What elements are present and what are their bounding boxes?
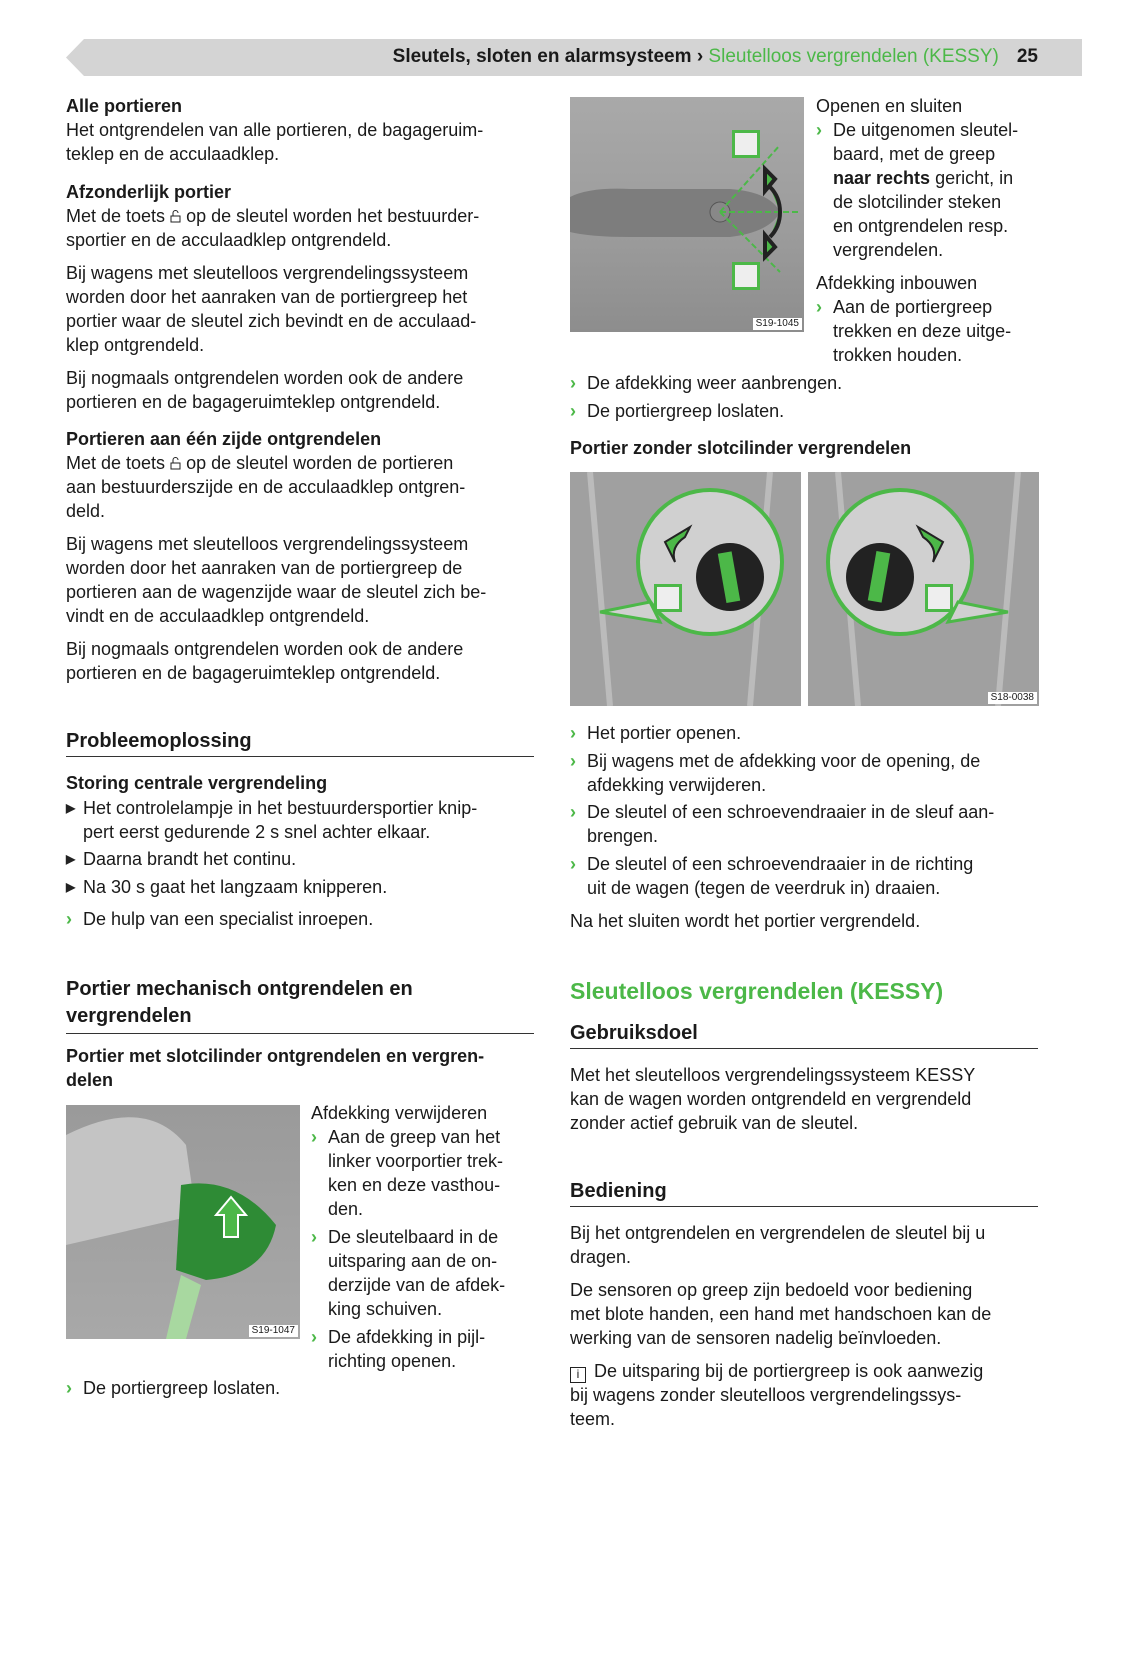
lock-rotate-left-illustration: [570, 472, 801, 706]
list-item: ▶ Na 30 s gaat het langzaam knipperen.: [66, 875, 387, 899]
action-step: [816, 118, 1018, 262]
paragraph: Bij het ontgrendelen en vergrendelen de sleutel bij u dragen.: [570, 1223, 986, 1267]
paragraph: [66, 451, 465, 523]
subheading: Portier zonder slotcilinder vergrendelen: [570, 438, 912, 458]
subheading: Afzonderlijk portier: [66, 182, 232, 202]
paragraph: Met het sleutelloos vergrendelingssysteem KESSY kan de wagen worden ontgrendeld en vergrendeld zonder actief gebruik van de sleutel.: [570, 1065, 976, 1133]
action-step: › De sleutel of een schroevendraaier in de sleuf aan- brengen.: [570, 800, 994, 848]
action-step: › Aan de portiergreep trekken en deze uitge- trokken houden.: [816, 295, 1011, 367]
lock-symbol-icon: [732, 262, 760, 290]
paragraph: Het ontgrendelen van alle portieren, de bagageruim- teklep en de acculaadklep.: [66, 120, 484, 164]
action-step: › Bij wagens met de afdekking voor de opening, de afdekking verwijderen.: [570, 749, 980, 797]
paragraph: [66, 204, 479, 252]
chapter-title: Sleutels, sloten en alarmsysteem: [392, 46, 692, 67]
section-heading: Portier mechanisch ontgrendelen en vergrendelen: [66, 976, 534, 1034]
figure-handle-cover: [66, 1105, 300, 1339]
lock-symbol-icon: [925, 584, 953, 612]
subheading: Alle portieren: [66, 96, 183, 116]
text: gericht, in de slotcilinder steken en ontgrendelen resp. vergrendelen.: [833, 168, 1014, 260]
subheading: Portieren aan één zijde ontgrendelen: [66, 429, 382, 449]
page-number: 25: [1016, 46, 1038, 67]
text: De uitgenomen sleutel- baard, met de greep: [833, 120, 1019, 164]
emphasis: naar rechts: [833, 168, 931, 188]
figure-lock-right: [808, 472, 1039, 706]
paragraph: Bij nogmaals ontgrendelen worden ook de andere portieren en de bagageruimteklep ontgrendeld.: [66, 639, 464, 683]
text: Met de toets: [66, 453, 171, 473]
text: De uitsparing bij de portiergreep is ook aanwezig bij wagens zonder sleutelloos vergrendelingssys- teem.: [570, 1361, 984, 1429]
paragraph: Bij nogmaals ontgrendelen worden ook de andere portieren en de bagageruimteklep ontgrendeld.: [66, 368, 464, 412]
lock-rotate-right-illustration: [808, 472, 1039, 706]
figure-lock-left: [570, 472, 801, 706]
info-icon: i: [570, 1367, 586, 1383]
action-step: › Aan de greep van het linker voorportier trek- ken en deze vasthou- den.: [311, 1125, 503, 1221]
header-breadcrumb: [393, 46, 1038, 68]
paragraph: De sensoren op greep zijn bedoeld voor bediening met blote handen, een hand met handschoen kan de werking van de sensoren nadelig beïnvloeden.: [570, 1280, 992, 1348]
figure-code: S19-1045: [753, 318, 802, 330]
action-step: › De afdekking in pijl- richting openen.: [311, 1325, 485, 1373]
cover-illustration: [66, 1105, 300, 1339]
text: op de sleutel worden het bestuurder- sportier en de acculaadklep ontgrendeld.: [66, 206, 480, 250]
subheading: Storing centrale vergrendeling: [66, 773, 328, 793]
section-title: Sleutelloos vergrendelen (KESSY): [708, 46, 999, 67]
lock-symbol-icon: [654, 584, 682, 612]
paragraph: Na het sluiten wordt het portier vergrendeld.: [570, 911, 921, 931]
section-heading: Gebruiksdoel: [570, 1021, 1038, 1049]
action-step: › De sleutelbaard in de uitsparing aan de on- derzijde van de afdek- king schuiven.: [311, 1225, 505, 1321]
step-label: Afdekking verwijderen: [311, 1103, 488, 1123]
unlock-symbol-icon: [732, 130, 760, 158]
figure-code: S18-0038: [988, 692, 1037, 704]
action-step: › De hulp van een specialist inroepen.: [66, 907, 373, 931]
step-label: Openen en sluiten: [816, 96, 963, 116]
subheading: Portier met slotcilinder ontgrendelen en vergren- delen: [66, 1046, 485, 1090]
action-step: › De sleutel of een schroevendraaier in de richting uit de wagen (tegen de veerdruk in) draaien.: [570, 852, 973, 900]
unlock-icon: [170, 457, 181, 470]
section-heading: Bediening: [570, 1179, 1038, 1207]
paragraph: Bij wagens met sleutelloos vergrendelingssysteem worden door het aanraken van de portiergreep de portieren aan de wagenzijde waar de sleutel zich be- vindt en de acculaadklep ontgrendeld.: [66, 534, 487, 626]
step-label: Afdekking inbouwen: [816, 273, 978, 293]
text: op de sleutel worden de portieren aan bestuurderszijde en de acculaadklep ontgren- deld.: [66, 453, 466, 521]
list-item: ▶ Het controlelampje in het bestuurdersportier knip- pert eerst gedurende 2 s snel achter elkaar.: [66, 796, 477, 844]
action-step: › De portiergreep loslaten.: [66, 1376, 280, 1400]
figure-lock-cylinder: [570, 97, 804, 332]
separator: ›: [696, 46, 704, 67]
unlock-icon: [170, 210, 181, 223]
action-step: › De afdekking weer aanbrengen.: [570, 371, 842, 395]
action-step: › De portiergreep loslaten.: [570, 399, 784, 423]
list-item: ▶ Daarna brandt het continu.: [66, 847, 296, 871]
paragraph: Bij wagens met sleutelloos vergrendelingssysteem worden door het aanraken van de portiergreep het portier waar de sleutel zich bevindt en de acculaad- klep ontgrendeld.: [66, 263, 477, 355]
figure-code: S19-1047: [249, 1325, 298, 1337]
info-note: [570, 1359, 983, 1431]
action-step: › Het portier openen.: [570, 721, 741, 745]
handle-illustration: [570, 97, 804, 332]
section-heading: Probleemoplossing: [66, 729, 534, 757]
text: Met de toets: [66, 206, 171, 226]
section-title: Sleutelloos vergrendelen (KESSY): [570, 978, 944, 1004]
